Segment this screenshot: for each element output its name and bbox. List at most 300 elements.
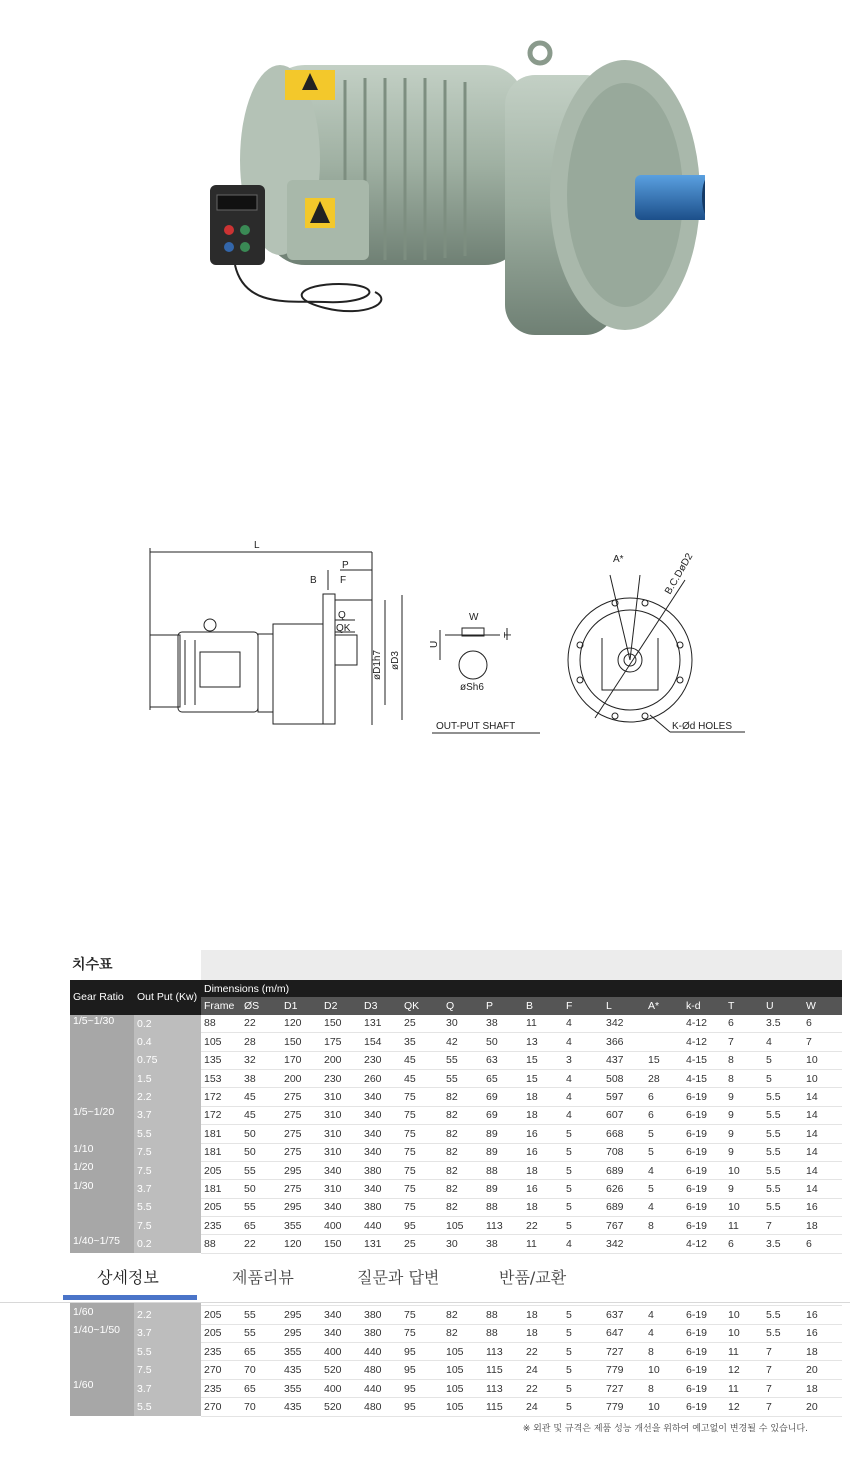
dimension-cell: 30 [443,1235,483,1253]
dimension-cell: 310 [321,1143,361,1161]
column-header: k-d [683,997,725,1014]
dimension-cell: 689 [603,1161,645,1179]
output-kw-cell: 5.5 [134,1343,201,1361]
label-A-star: A* [613,554,624,565]
dimension-cell: 75 [401,1180,443,1198]
dimension-cell: 105 [443,1217,483,1235]
dimension-cell: 170 [281,1051,321,1069]
dimension-cell: 9 [725,1180,763,1198]
dimension-cell: 5 [763,1051,803,1069]
dimension-cell: 30 [443,1015,483,1033]
column-header: B [523,997,563,1014]
dimension-cell: 65 [241,1217,281,1235]
dimension-cell: 38 [483,1015,523,1033]
dimension-cell: 11 [523,1235,563,1253]
table-row [70,1051,842,1069]
dimension-cell: 5 [563,1361,603,1379]
dimension-cell: 5.5 [763,1161,803,1179]
gear-ratio-cell: 1/20 [70,1161,134,1179]
dimension-cell: 6-19 [683,1125,725,1143]
dimension-cell: 175 [321,1033,361,1051]
dimension-cell: 205 [201,1324,241,1342]
dimension-cell: 4-15 [683,1051,725,1069]
dimension-drawing [140,540,760,740]
dimension-cell: 70 [241,1398,281,1416]
dimension-cell: 520 [321,1398,361,1416]
disclaimer-note: ※ 외관 및 규격은 제품 성능 개선을 위하여 예고없이 변경될 수 있습니다. [522,1424,808,1434]
dimension-cell: 22 [523,1343,563,1361]
dimension-cell: 340 [321,1306,361,1324]
dimension-cell [645,1015,683,1033]
dimension-cell: 647 [603,1324,645,1342]
dimension-cell: 55 [241,1161,281,1179]
dimension-cell: 4 [563,1106,603,1124]
dimension-cell: 12 [725,1398,763,1416]
dimension-cell: 295 [281,1161,321,1179]
dimension-cell: 131 [361,1015,401,1033]
dimension-cell: 295 [281,1306,321,1324]
dimension-cell: 4 [645,1306,683,1324]
dimension-cell: 5 [763,1069,803,1087]
dimension-cell: 340 [321,1198,361,1216]
dimension-cell: 7 [763,1398,803,1416]
output-kw-cell: 7.5 [134,1361,201,1379]
dimension-cell: 9 [725,1088,763,1106]
dimension-cell: 18 [523,1198,563,1216]
dimension-cell: 131 [361,1235,401,1253]
output-kw-cell: 7.5 [134,1143,201,1161]
dimension-cell: 708 [603,1143,645,1161]
dimension-cell: 6-19 [683,1343,725,1361]
dimension-cell: 95 [401,1379,443,1397]
column-header: T [725,997,763,1014]
dimension-cell: 16 [523,1125,563,1143]
tab-reviews[interactable]: 제품리뷰 [232,1268,294,1287]
dimension-cell: 50 [241,1143,281,1161]
dimension-cell: 18 [803,1343,842,1361]
dimension-cell: 295 [281,1324,321,1342]
output-kw-cell: 7.5 [134,1161,201,1179]
detail-tab-bar [0,1257,850,1303]
dimension-cell: 18 [803,1379,842,1397]
dimension-cell: 205 [201,1161,241,1179]
dimension-cell: 18 [523,1306,563,1324]
dimension-cell: 689 [603,1198,645,1216]
gear-ratio-cell: 1/40~1/75 [70,1235,134,1253]
dimension-cell: 12 [725,1361,763,1379]
dimension-cell: 340 [321,1324,361,1342]
dimension-cell: 14 [803,1161,842,1179]
dimension-cell: 153 [201,1069,241,1087]
dimension-cell: 25 [401,1015,443,1033]
dimension-cell: 480 [361,1361,401,1379]
dimension-cell: 70 [241,1361,281,1379]
dimension-cell: 380 [361,1306,401,1324]
dimension-cell: 22 [241,1235,281,1253]
dimension-cell: 7 [763,1217,803,1235]
dimension-cell: 480 [361,1398,401,1416]
dimension-cell: 55 [443,1051,483,1069]
dimension-cell: 435 [281,1398,321,1416]
dimension-cell: 340 [361,1125,401,1143]
dimension-cell: 20 [803,1361,842,1379]
dimension-cell: 172 [201,1088,241,1106]
dimension-cell: 6-19 [683,1088,725,1106]
label-P: P [342,560,349,571]
dimension-cell: 32 [241,1051,281,1069]
dimension-cell: 50 [241,1180,281,1198]
dimension-cell: 6-19 [683,1306,725,1324]
dimension-cell: 5.5 [763,1306,803,1324]
dimension-cell: 50 [241,1125,281,1143]
dimension-cell: 270 [201,1398,241,1416]
gear-ratio-cell: 1/5~1/20 [70,1106,134,1143]
dimension-cell: 75 [401,1161,443,1179]
gear-ratio-cell: 1/60 [70,1379,134,1416]
dimension-cell: 340 [361,1106,401,1124]
dimension-cell: 275 [281,1106,321,1124]
output-kw-cell: 3.7 [134,1106,201,1124]
dimension-cell: 5 [563,1343,603,1361]
dimension-cell: 5 [563,1161,603,1179]
dimension-cell: 18 [523,1324,563,1342]
dimension-cell: 82 [443,1106,483,1124]
label-W: W [469,612,479,623]
gear-ratio-header: Gear Ratio [70,980,134,1015]
dimension-cell: 82 [443,1306,483,1324]
gear-ratio-cell: 1/5~1/30 [70,1015,134,1106]
dimension-cell: 400 [321,1343,361,1361]
dimension-cell: 75 [401,1306,443,1324]
dimension-cell: 16 [523,1143,563,1161]
dimension-cell: 7 [763,1379,803,1397]
dimension-cell: 727 [603,1343,645,1361]
dimension-cell: 18 [523,1088,563,1106]
dimension-cell: 55 [241,1198,281,1216]
table-row [70,1125,842,1143]
dimension-cell: 150 [321,1015,361,1033]
dimension-cell: 4 [563,1088,603,1106]
dimension-cell: 11 [725,1217,763,1235]
dimension-cell: 120 [281,1235,321,1253]
table-row [70,1343,842,1361]
dimension-cell: 5 [645,1143,683,1161]
dimension-cell: 65 [241,1343,281,1361]
dimension-cell: 435 [281,1361,321,1379]
dimension-cell: 88 [483,1324,523,1342]
table-row [70,1379,842,1397]
dimension-cell: 275 [281,1180,321,1198]
dimension-cell: 235 [201,1217,241,1235]
dimension-cell: 4 [645,1324,683,1342]
dimension-cell: 4 [563,1015,603,1033]
dimension-cell: 355 [281,1379,321,1397]
dimension-cell: 5.5 [763,1143,803,1161]
table-row [70,1069,842,1087]
dimension-cell: 113 [483,1379,523,1397]
dimension-cell: 75 [401,1088,443,1106]
table-row [70,1361,842,1379]
dimension-cell: 9 [725,1143,763,1161]
dimension-cell: 270 [201,1361,241,1379]
dimension-cell: 18 [523,1106,563,1124]
dimension-cell: 14 [803,1106,842,1124]
dimension-cell: 16 [803,1306,842,1324]
dimension-cell: 6 [725,1235,763,1253]
dimension-cell: 45 [241,1088,281,1106]
dimension-cell: 275 [281,1125,321,1143]
dimension-cell: 115 [483,1398,523,1416]
dimension-cell: 355 [281,1217,321,1235]
dimension-cell: 4-15 [683,1069,725,1087]
dimension-cell: 597 [603,1088,645,1106]
dimension-cell: 6-19 [683,1161,725,1179]
dimension-cell: 25 [401,1235,443,1253]
dimension-cell: 779 [603,1361,645,1379]
table-row [70,1088,842,1106]
dimension-cell: 42 [443,1033,483,1051]
dimension-cell: 113 [483,1343,523,1361]
dimension-cell: 14 [803,1088,842,1106]
dimension-cell: 4 [645,1161,683,1179]
dimension-cell: 295 [281,1198,321,1216]
column-header: U [763,997,803,1014]
tab-qna[interactable]: 질문과 답변 [357,1268,440,1287]
dimension-cell: 4 [563,1033,603,1051]
column-header: QK [401,997,443,1014]
output-kw-cell: 5.5 [134,1398,201,1416]
dimension-cell: 8 [645,1379,683,1397]
dimension-cell: 88 [201,1015,241,1033]
dimension-cell: 520 [321,1361,361,1379]
dimension-cell: 5 [563,1306,603,1324]
dimension-cell: 181 [201,1180,241,1198]
dimension-cell: 205 [201,1306,241,1324]
dimension-cell: 3.5 [763,1235,803,1253]
table-row [70,1161,842,1179]
output-kw-cell: 1.5 [134,1069,201,1087]
dimension-cell: 380 [361,1161,401,1179]
dimension-cell: 88 [483,1198,523,1216]
dimension-cell: 55 [241,1306,281,1324]
dimension-cell: 668 [603,1125,645,1143]
dimension-cell: 8 [725,1069,763,1087]
dimension-cell: 7 [763,1361,803,1379]
table-row [70,1398,842,1416]
dimension-cell: 82 [443,1324,483,1342]
dimension-cell: 310 [321,1088,361,1106]
dimension-cell: 355 [281,1343,321,1361]
dimension-cell: 440 [361,1343,401,1361]
dimension-cell: 113 [483,1217,523,1235]
dimension-cell: 35 [401,1033,443,1051]
dimension-cell: 38 [241,1069,281,1087]
motor-product-image [205,40,705,350]
dimension-cell: 75 [401,1198,443,1216]
dimension-cell: 28 [645,1069,683,1087]
dimension-cell: 310 [321,1180,361,1198]
output-kw-cell: 3.7 [134,1180,201,1198]
dimension-cell: 14 [803,1125,842,1143]
output-kw-cell: 5.5 [134,1125,201,1143]
output-header: Out Put (Kw) [134,980,201,1015]
tab-returns[interactable]: 반품/교환 [499,1268,567,1287]
dimension-cell: 15 [645,1051,683,1069]
dimension-cell: 63 [483,1051,523,1069]
dimension-cell: 6 [803,1015,842,1033]
dimension-cell: 16 [803,1324,842,1342]
dimension-cell: 310 [321,1125,361,1143]
dimension-cell: 275 [281,1088,321,1106]
dimension-cell: 7 [725,1033,763,1051]
dimension-cell: 5 [563,1198,603,1216]
output-kw-cell: 0.2 [134,1015,201,1033]
dimension-cell: 55 [443,1069,483,1087]
label-Q: Q [338,610,346,621]
dimension-cell: 13 [523,1033,563,1051]
dimension-cell: 45 [401,1069,443,1087]
dimension-cell: 607 [603,1106,645,1124]
output-kw-cell: 5.5 [134,1198,201,1216]
dimension-cell: 150 [281,1033,321,1051]
dimension-cell: 105 [443,1343,483,1361]
dimension-cell: 6-19 [683,1398,725,1416]
dimension-cell: 9 [725,1125,763,1143]
dimension-cell: 16 [523,1180,563,1198]
dimension-cell: 275 [281,1143,321,1161]
column-header: D3 [361,997,401,1014]
dimension-cell: 82 [443,1125,483,1143]
column-header: L [603,997,645,1014]
dimension-cell: 11 [725,1379,763,1397]
dimension-cell: 200 [281,1069,321,1087]
dimension-cell: 10 [803,1069,842,1087]
dimension-cell: 24 [523,1361,563,1379]
label-D3: øD3 [390,651,401,670]
label-L: L [254,540,260,551]
dimension-cell: 9 [725,1106,763,1124]
column-header: D1 [281,997,321,1014]
dimension-cell: 95 [401,1217,443,1235]
spec-table-title: 치수표 [72,957,113,973]
dimension-cell: 24 [523,1398,563,1416]
table-row [70,1180,842,1198]
column-header: ØS [241,997,281,1014]
dimension-cell: 22 [523,1217,563,1235]
tab-detail-info[interactable]: 상세정보 [97,1268,159,1287]
dimension-cell: 626 [603,1180,645,1198]
dimension-cell: 230 [361,1051,401,1069]
dimension-cell: 437 [603,1051,645,1069]
dimension-cell: 5.5 [763,1125,803,1143]
dimension-cell: 45 [401,1051,443,1069]
dimension-cell: 5 [563,1398,603,1416]
dimension-cell: 5 [645,1125,683,1143]
dimension-cell [645,1235,683,1253]
column-header: F [563,997,603,1014]
dimension-cell: 4-12 [683,1235,725,1253]
output-kw-cell: 3.7 [134,1379,201,1397]
dimension-cell: 45 [241,1106,281,1124]
table-row [70,1143,842,1161]
dimension-cell: 340 [361,1143,401,1161]
output-kw-cell: 0.75 [134,1051,201,1069]
dimension-cell: 4-12 [683,1033,725,1051]
dimension-cell: 181 [201,1125,241,1143]
dimension-cell: 310 [321,1106,361,1124]
dimension-cell: 260 [361,1069,401,1087]
label-Sh6: øSh6 [460,682,484,693]
output-kw-cell: 7.5 [134,1217,201,1235]
dimension-cell: 14 [803,1143,842,1161]
label-holes: K-Ød HOLES [672,721,733,732]
dimension-cell: 5.5 [763,1324,803,1342]
dimension-cell: 82 [443,1180,483,1198]
dimension-cell: 5 [645,1180,683,1198]
table-row [70,1033,842,1051]
dimension-cell: 380 [361,1198,401,1216]
table-row [70,1217,842,1235]
dimension-cell: 230 [321,1069,361,1087]
dimension-cell: 14 [803,1180,842,1198]
dimension-cell: 5 [563,1379,603,1397]
dimension-cell: 200 [321,1051,361,1069]
dimension-cell: 11 [523,1015,563,1033]
dimension-cell: 82 [443,1198,483,1216]
dimension-cell: 154 [361,1033,401,1051]
dimension-cell: 95 [401,1343,443,1361]
gear-ratio-cell: 1/40~1/50 [70,1324,134,1379]
gear-ratio-cell: 1/10 [70,1143,134,1161]
dimension-cell: 6-19 [683,1217,725,1235]
gear-ratio-cell: 1/30 [70,1180,134,1235]
column-header: Frame [201,997,241,1014]
column-header: D2 [321,997,361,1014]
dimension-cell: 7 [763,1343,803,1361]
dimension-cell: 10 [645,1361,683,1379]
dimension-cell: 88 [201,1235,241,1253]
output-kw-cell: 0.2 [134,1235,201,1253]
dimension-cell: 4-12 [683,1015,725,1033]
dimension-cell: 8 [645,1343,683,1361]
dimension-cell: 150 [321,1235,361,1253]
label-QK: QK [336,623,351,634]
dimension-cell: 105 [443,1379,483,1397]
dimension-cell: 95 [401,1361,443,1379]
dimension-cell: 6-19 [683,1379,725,1397]
dimension-cell: 105 [443,1361,483,1379]
dimension-cell: 38 [483,1235,523,1253]
dimension-cell: 82 [443,1161,483,1179]
label-D1: øD1h7 [372,649,383,680]
dimension-cell: 10 [645,1398,683,1416]
dimension-cell: 120 [281,1015,321,1033]
output-kw-cell: 0.4 [134,1033,201,1051]
label-U: U [429,640,440,648]
dimension-cell: 75 [401,1324,443,1342]
dimension-cell: 5.5 [763,1088,803,1106]
dimension-cell: 6-19 [683,1180,725,1198]
dimension-cell: 400 [321,1217,361,1235]
dimension-cell: 340 [321,1161,361,1179]
dimension-cell: 105 [201,1033,241,1051]
dimension-cell: 3.5 [763,1015,803,1033]
tab-divider [0,1302,850,1303]
dimension-cell: 727 [603,1379,645,1397]
dimension-cell: 6-19 [683,1198,725,1216]
dimension-cell: 6-19 [683,1324,725,1342]
dimension-cell: 5 [563,1125,603,1143]
